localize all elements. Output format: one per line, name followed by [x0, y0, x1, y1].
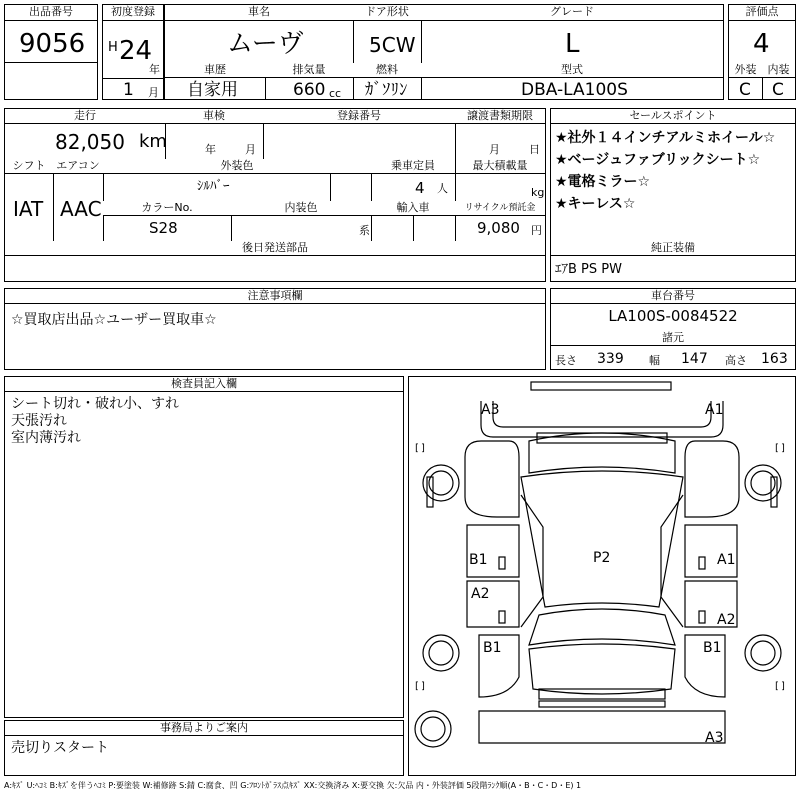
length: 339 [597, 351, 624, 367]
width: 147 [681, 351, 708, 367]
inspector-line-2: 天張汚れ [11, 413, 67, 429]
exterior-color-label: 外装色 [103, 159, 371, 174]
chassis-number: LA100S-0084522 [608, 307, 738, 325]
lot-number-box [4, 4, 98, 100]
height-label: 高さ [725, 354, 747, 367]
svg-text:[: [ [415, 443, 419, 454]
reg-month-unit: 月 [148, 86, 159, 99]
height: 163 [761, 351, 788, 367]
import-label: 輸入車 [371, 201, 455, 216]
notes-label: 注意事項欄 [5, 289, 545, 304]
reg-year-unit: 年 [149, 63, 160, 76]
inspector-line-1: シート切れ・破れ小、すれ [11, 396, 179, 412]
registration-number-label: 登録番号 [263, 109, 455, 124]
max-load-unit: kg [531, 186, 545, 199]
car-info-box [164, 4, 724, 100]
first-registration-label: 初度登録 [103, 5, 163, 21]
mileage-unit: km [139, 131, 167, 152]
interior-label: 内装 [762, 63, 795, 78]
damage-mark-right-front-fender: B1 [703, 640, 722, 656]
damage-mark-left-rear-door: B1 [469, 552, 488, 568]
length-label: 長さ [555, 354, 577, 367]
chassis-number-label: 車台番号 [551, 289, 795, 304]
exterior-label: 外装 [729, 63, 762, 78]
exterior-grade: C [739, 80, 751, 100]
exterior-color: ｼﾙﾊﾞｰ [197, 179, 230, 194]
inspector-line-3: 室内薄汚れ [11, 430, 81, 446]
sales-point-2: ★ベージュファブリックシート☆ [555, 152, 761, 168]
score: 4 [753, 29, 770, 59]
era: H [108, 40, 118, 55]
inspection-label: 車検 [165, 109, 263, 124]
reg-month: 1 [123, 80, 134, 100]
transfer-month-unit: 月 [489, 143, 500, 156]
later-parts-label: 後日発送部品 [5, 241, 545, 256]
svg-text:[: [ [775, 681, 779, 692]
notes-box [4, 288, 546, 370]
history-label: 車歴 [165, 63, 265, 78]
ac-label: エアコン [53, 159, 103, 174]
genuine-equipment-label: 純正装備 [551, 241, 795, 256]
door-label: ドア形状 [353, 5, 421, 21]
displacement-unit: cc [329, 87, 342, 100]
shift-label: シフト [5, 159, 53, 174]
specs-label: 諸元 [551, 331, 795, 346]
car-name: ムーヴ [227, 29, 304, 59]
svg-text:[: [ [775, 443, 779, 454]
car-outline-svg [409, 377, 795, 775]
transfer-deadline-label: 譲渡書類期限 [455, 109, 545, 124]
recycle-deposit-label: リサイクル預託金 [455, 201, 545, 216]
sales-point-4: ★キーレス☆ [555, 196, 636, 212]
displacement-label: 排気量 [265, 63, 353, 78]
inspector-box [4, 376, 404, 718]
chassis-box [550, 288, 796, 370]
color-number: S28 [149, 219, 178, 237]
damage-mark-rear-right: A1 [705, 402, 724, 418]
fuel: ｶﾞｿﾘﾝ [365, 80, 408, 100]
legend: A:ｷｽﾞ U:ﾍｺﾐ B:ｷｽﾞを伴うﾍｺﾐ P:要塗装 W:補修跡 S:錆 C:腐食、凹 G:ﾌﾛﾝﾄｶﾞﾗｽ点ｷｽﾞ XX:交換済み X:要交換 欠:欠品 内・外装評価 5段階ﾗﾝｸ順(A・B・C・D・E) 1 [4, 781, 582, 790]
reg-year: 24 [119, 36, 153, 66]
score-label: 評価点 [729, 5, 795, 21]
svg-text:[: [ [415, 681, 419, 692]
damage-mark-right-front-door: A2 [717, 612, 736, 628]
interior-color-unit: 系 [359, 224, 370, 237]
inspection-year-unit: 年 [205, 143, 216, 156]
model: DBA-LA100S [521, 80, 628, 100]
displacement: 660 [293, 80, 326, 100]
inspection-month-unit: 月 [245, 143, 256, 156]
damage-mark-left-front-fender: B1 [483, 640, 502, 656]
damage-mark-front-bumper: A3 [705, 730, 724, 746]
shift: IAT [13, 197, 44, 221]
capacity-label: 乗車定員 [371, 159, 455, 174]
fuel-label: 燃料 [353, 63, 421, 78]
interior-grade: C [772, 80, 784, 100]
notes: ☆買取店出品☆ユーザー買取車☆ [11, 312, 217, 328]
office-box [4, 720, 404, 776]
svg-text:]: ] [781, 681, 785, 692]
grade: L [565, 29, 580, 59]
recycle-deposit-unit: 円 [531, 224, 542, 237]
capacity: 4 [415, 179, 425, 197]
inspector-label: 検査員記入欄 [5, 377, 403, 392]
mileage-label: 走行 [5, 109, 165, 124]
office-label: 事務局よりご案内 [5, 721, 403, 736]
svg-text:]: ] [781, 443, 785, 454]
door-type: 5CW [369, 33, 416, 57]
mileage: 82,050 [55, 130, 125, 154]
width-label: 幅 [649, 354, 660, 367]
damage-mark-rear-left: A3 [481, 402, 500, 418]
model-label: 型式 [421, 63, 723, 78]
grade-label: グレード [421, 5, 723, 21]
recycle-deposit: 9,080 [477, 219, 520, 237]
vehicle-details-box [4, 108, 546, 282]
transfer-day-unit: 日 [529, 143, 540, 156]
max-load-label: 最大積載量 [455, 159, 545, 174]
sales-point-1: ★社外１４インチアルミホイール☆ [555, 130, 776, 146]
svg-text:]: ] [421, 443, 425, 454]
lot-number: 9056 [19, 29, 86, 59]
first-registration-box [102, 4, 164, 100]
lot-number-label: 出品番号 [5, 5, 97, 21]
sales-points-box [550, 108, 796, 282]
interior-color-label: 内装色 [231, 201, 371, 216]
history: 自家用 [187, 80, 238, 100]
damage-mark-right-rear-door: A1 [717, 552, 736, 568]
damage-diagram [408, 376, 796, 776]
car-name-label: 車名 [165, 5, 353, 21]
damage-mark-roof: P2 [593, 550, 611, 566]
capacity-unit: 人 [437, 182, 448, 195]
office-notice: 売切りスタート [11, 740, 109, 756]
svg-text:]: ] [421, 681, 425, 692]
damage-mark-left-front-door: A2 [471, 586, 490, 602]
sales-point-3: ★電格ミラー☆ [555, 174, 651, 190]
genuine-equipment: ｴｱB PS PW [555, 262, 622, 277]
color-number-label: カラーNo. [103, 201, 231, 216]
ac: AAC [60, 197, 102, 221]
score-box [728, 4, 796, 100]
sales-points-label: セールスポイント [551, 109, 795, 124]
